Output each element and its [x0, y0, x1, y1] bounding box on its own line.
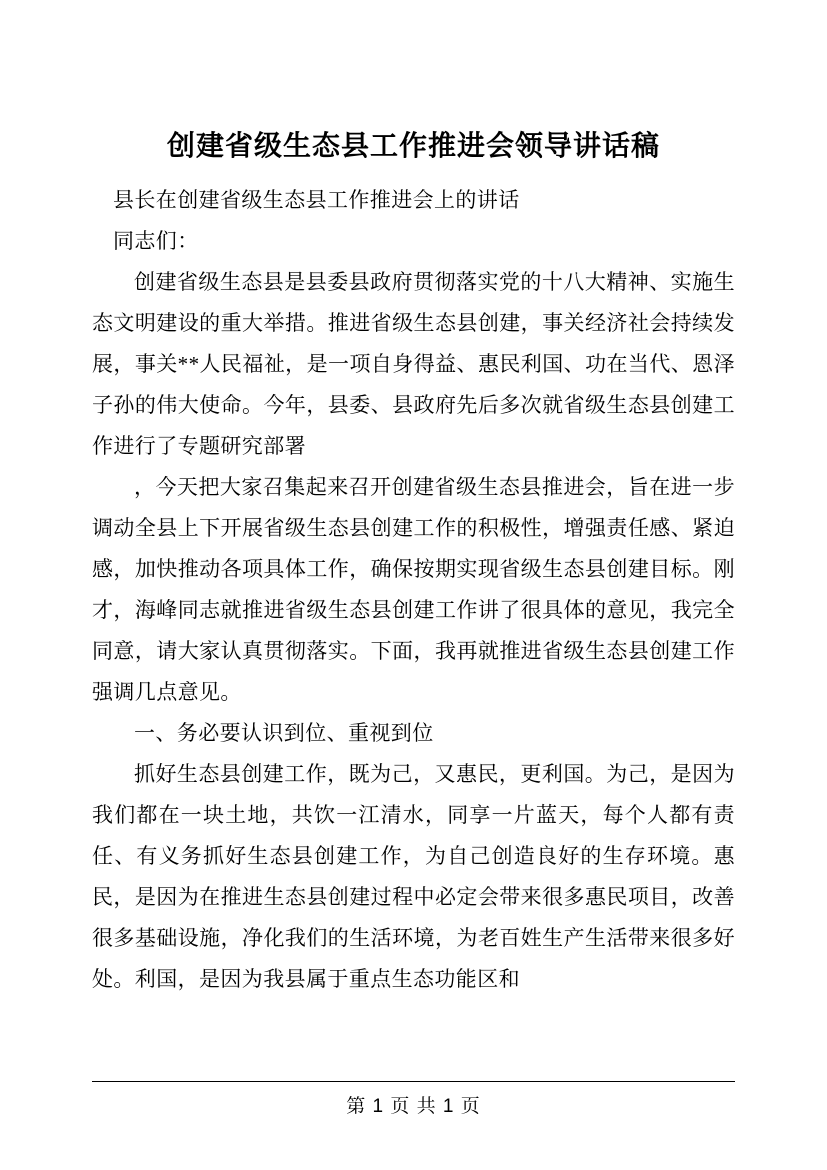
- paragraph-body-3: 抓好生态县创建工作，既为己，又惠民，更利国。为己，是因为我们都在一块土地，共饮一江清水，同享一片蓝天，每个人都有责任、有义务抓好生态县创建工作，为自己创造良好的生存环境。惠民，是因为在推进生态县创建过程中必定会带来很多惠民项目，改善很多基础设施，净化我们的生活环境，为老百姓生产生活带来很多好处。利国，是因为我县属于重点生态功能区和: [92, 762, 735, 992]
- paragraph-body-1: 创建省级生态县是县委县政府贯彻落实党的十八大精神、实施生态文明建设的重大举措。推进省级生态县创建，事关经济社会持续发展，事关**人民福祉，是一项自身得益、惠民利国、功在当代、恩泽子孙的伟大使命。今年，县委、县政府先后多次就省级生态县创建工作进行了专题研究部署: [92, 270, 735, 459]
- page-footer: 第 1 页 共 1 页: [346, 1096, 481, 1117]
- paragraph-body-2: ，今天把大家召集起来召开创建省级生态县推进会，旨在进一步调动全县上下开展省级生态县创建工作的积极性，增强责任感、紧迫感，加快推动各项具体工作，确保按期实现省级生态县创建目标。刚才，海峰同志就推进省级生态县创建工作讲了很具体的意见，我完全同意，请大家认真贯彻落实。下面，我再就推进省级生态县创建工作强调几点意见。: [92, 475, 735, 705]
- paragraph-heading-1: 一、务必要认识到位、重视到位: [134, 721, 434, 746]
- page-title: 创建省级生态县工作推进会领导讲话稿: [166, 130, 660, 161]
- paragraph-subtitle: 县长在创建省级生态县工作推进会上的讲话: [113, 188, 520, 213]
- footer-divider: [92, 1081, 735, 1082]
- paragraph-salutation: 同志们：: [113, 229, 199, 254]
